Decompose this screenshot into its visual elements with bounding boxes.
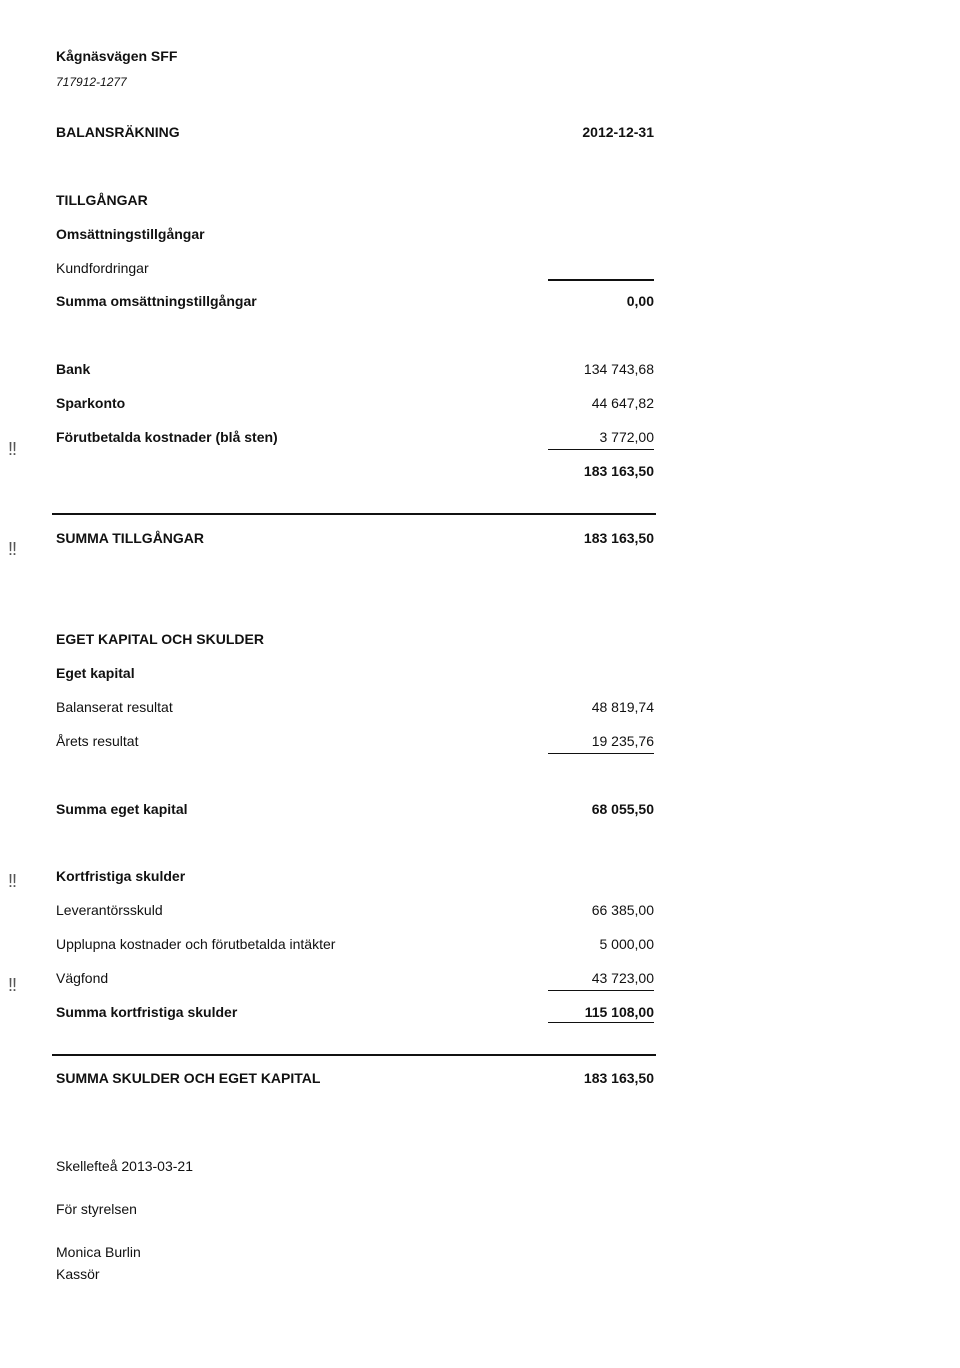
- equity-liabilities-total-value: 183 163,50: [583, 1070, 654, 1086]
- equity-liabilities-heading: EGET KAPITAL OCH SKULDER: [56, 631, 264, 647]
- margin-tick-icon: ‼: [8, 975, 17, 995]
- signer-name: Monica Burlin: [56, 1244, 141, 1260]
- equity-sum-label: Summa eget kapital: [56, 801, 188, 817]
- receivables-label: Kundfordringar: [56, 260, 149, 276]
- margin-tick-icon: ‼: [8, 439, 17, 459]
- signer-role: Kassör: [56, 1266, 100, 1282]
- year-result-label: Årets resultat: [56, 733, 139, 749]
- equity-liabilities-total-label: SUMMA SKULDER OCH EGET KAPITAL: [56, 1070, 321, 1086]
- road-fund-label: Vägfond: [56, 970, 109, 986]
- company-name: Kågnäsvägen SFF: [56, 48, 178, 64]
- equity-sum-value: 68 055,50: [591, 801, 654, 817]
- place-date: Skellefteå 2013-03-21: [56, 1158, 193, 1174]
- bank-value: 134 743,68: [583, 361, 654, 377]
- liabilities-sum-label: Summa kortfristiga skulder: [56, 1004, 238, 1020]
- liabilities-sum-rule: [548, 1022, 654, 1023]
- supplier-debt-label: Leverantörsskuld: [56, 902, 163, 918]
- equity-rule: [548, 753, 654, 754]
- assets-total-rule: [52, 513, 656, 515]
- assets-heading: TILLGÅNGAR: [56, 192, 148, 208]
- retained-earnings-value: 48 819,74: [591, 699, 654, 715]
- report-title: BALANSRÄKNING: [56, 124, 180, 140]
- equity-heading: Eget kapital: [56, 665, 135, 681]
- assets-total-label: SUMMA TILLGÅNGAR: [56, 530, 205, 546]
- current-assets-sum-value: 0,00: [626, 293, 654, 309]
- assets-total-value: 183 163,50: [583, 530, 654, 546]
- accrued-costs-label: Upplupna kostnader och förutbetalda intäkter: [56, 936, 336, 952]
- current-assets-sum-label: Summa omsättningstillgångar: [56, 293, 257, 309]
- liabilities-heading: Kortfristiga skulder: [56, 868, 186, 884]
- equity-liabilities-total-rule: [52, 1054, 656, 1056]
- savings-account-value: 44 647,82: [591, 395, 654, 411]
- savings-account-label: Sparkonto: [56, 395, 126, 411]
- road-fund-value: 43 723,00: [591, 970, 654, 986]
- assets-subtotal-value: 183 163,50: [583, 463, 654, 479]
- liabilities-rule: [548, 990, 654, 991]
- org-number: 717912-1277: [56, 75, 127, 89]
- receivables-rule: [548, 279, 654, 281]
- margin-tick-icon: ‼: [8, 871, 17, 891]
- assets-subtotal-rule: [548, 449, 654, 450]
- bank-label: Bank: [56, 361, 91, 377]
- liabilities-sum-value: 115 108,00: [584, 1004, 654, 1020]
- year-result-value: 19 235,76: [591, 733, 654, 749]
- accrued-costs-value: 5 000,00: [599, 936, 654, 952]
- report-date: 2012-12-31: [582, 124, 654, 140]
- retained-earnings-label: Balanserat resultat: [56, 699, 173, 715]
- for-board: För styrelsen: [56, 1201, 137, 1217]
- current-assets-heading: Omsättningstillgångar: [56, 226, 205, 242]
- prepaid-costs-value: 3 772,00: [599, 429, 654, 445]
- supplier-debt-value: 66 385,00: [591, 902, 654, 918]
- margin-tick-icon: ‼: [8, 539, 17, 559]
- prepaid-costs-label: Förutbetalda kostnader (blå sten): [56, 429, 278, 445]
